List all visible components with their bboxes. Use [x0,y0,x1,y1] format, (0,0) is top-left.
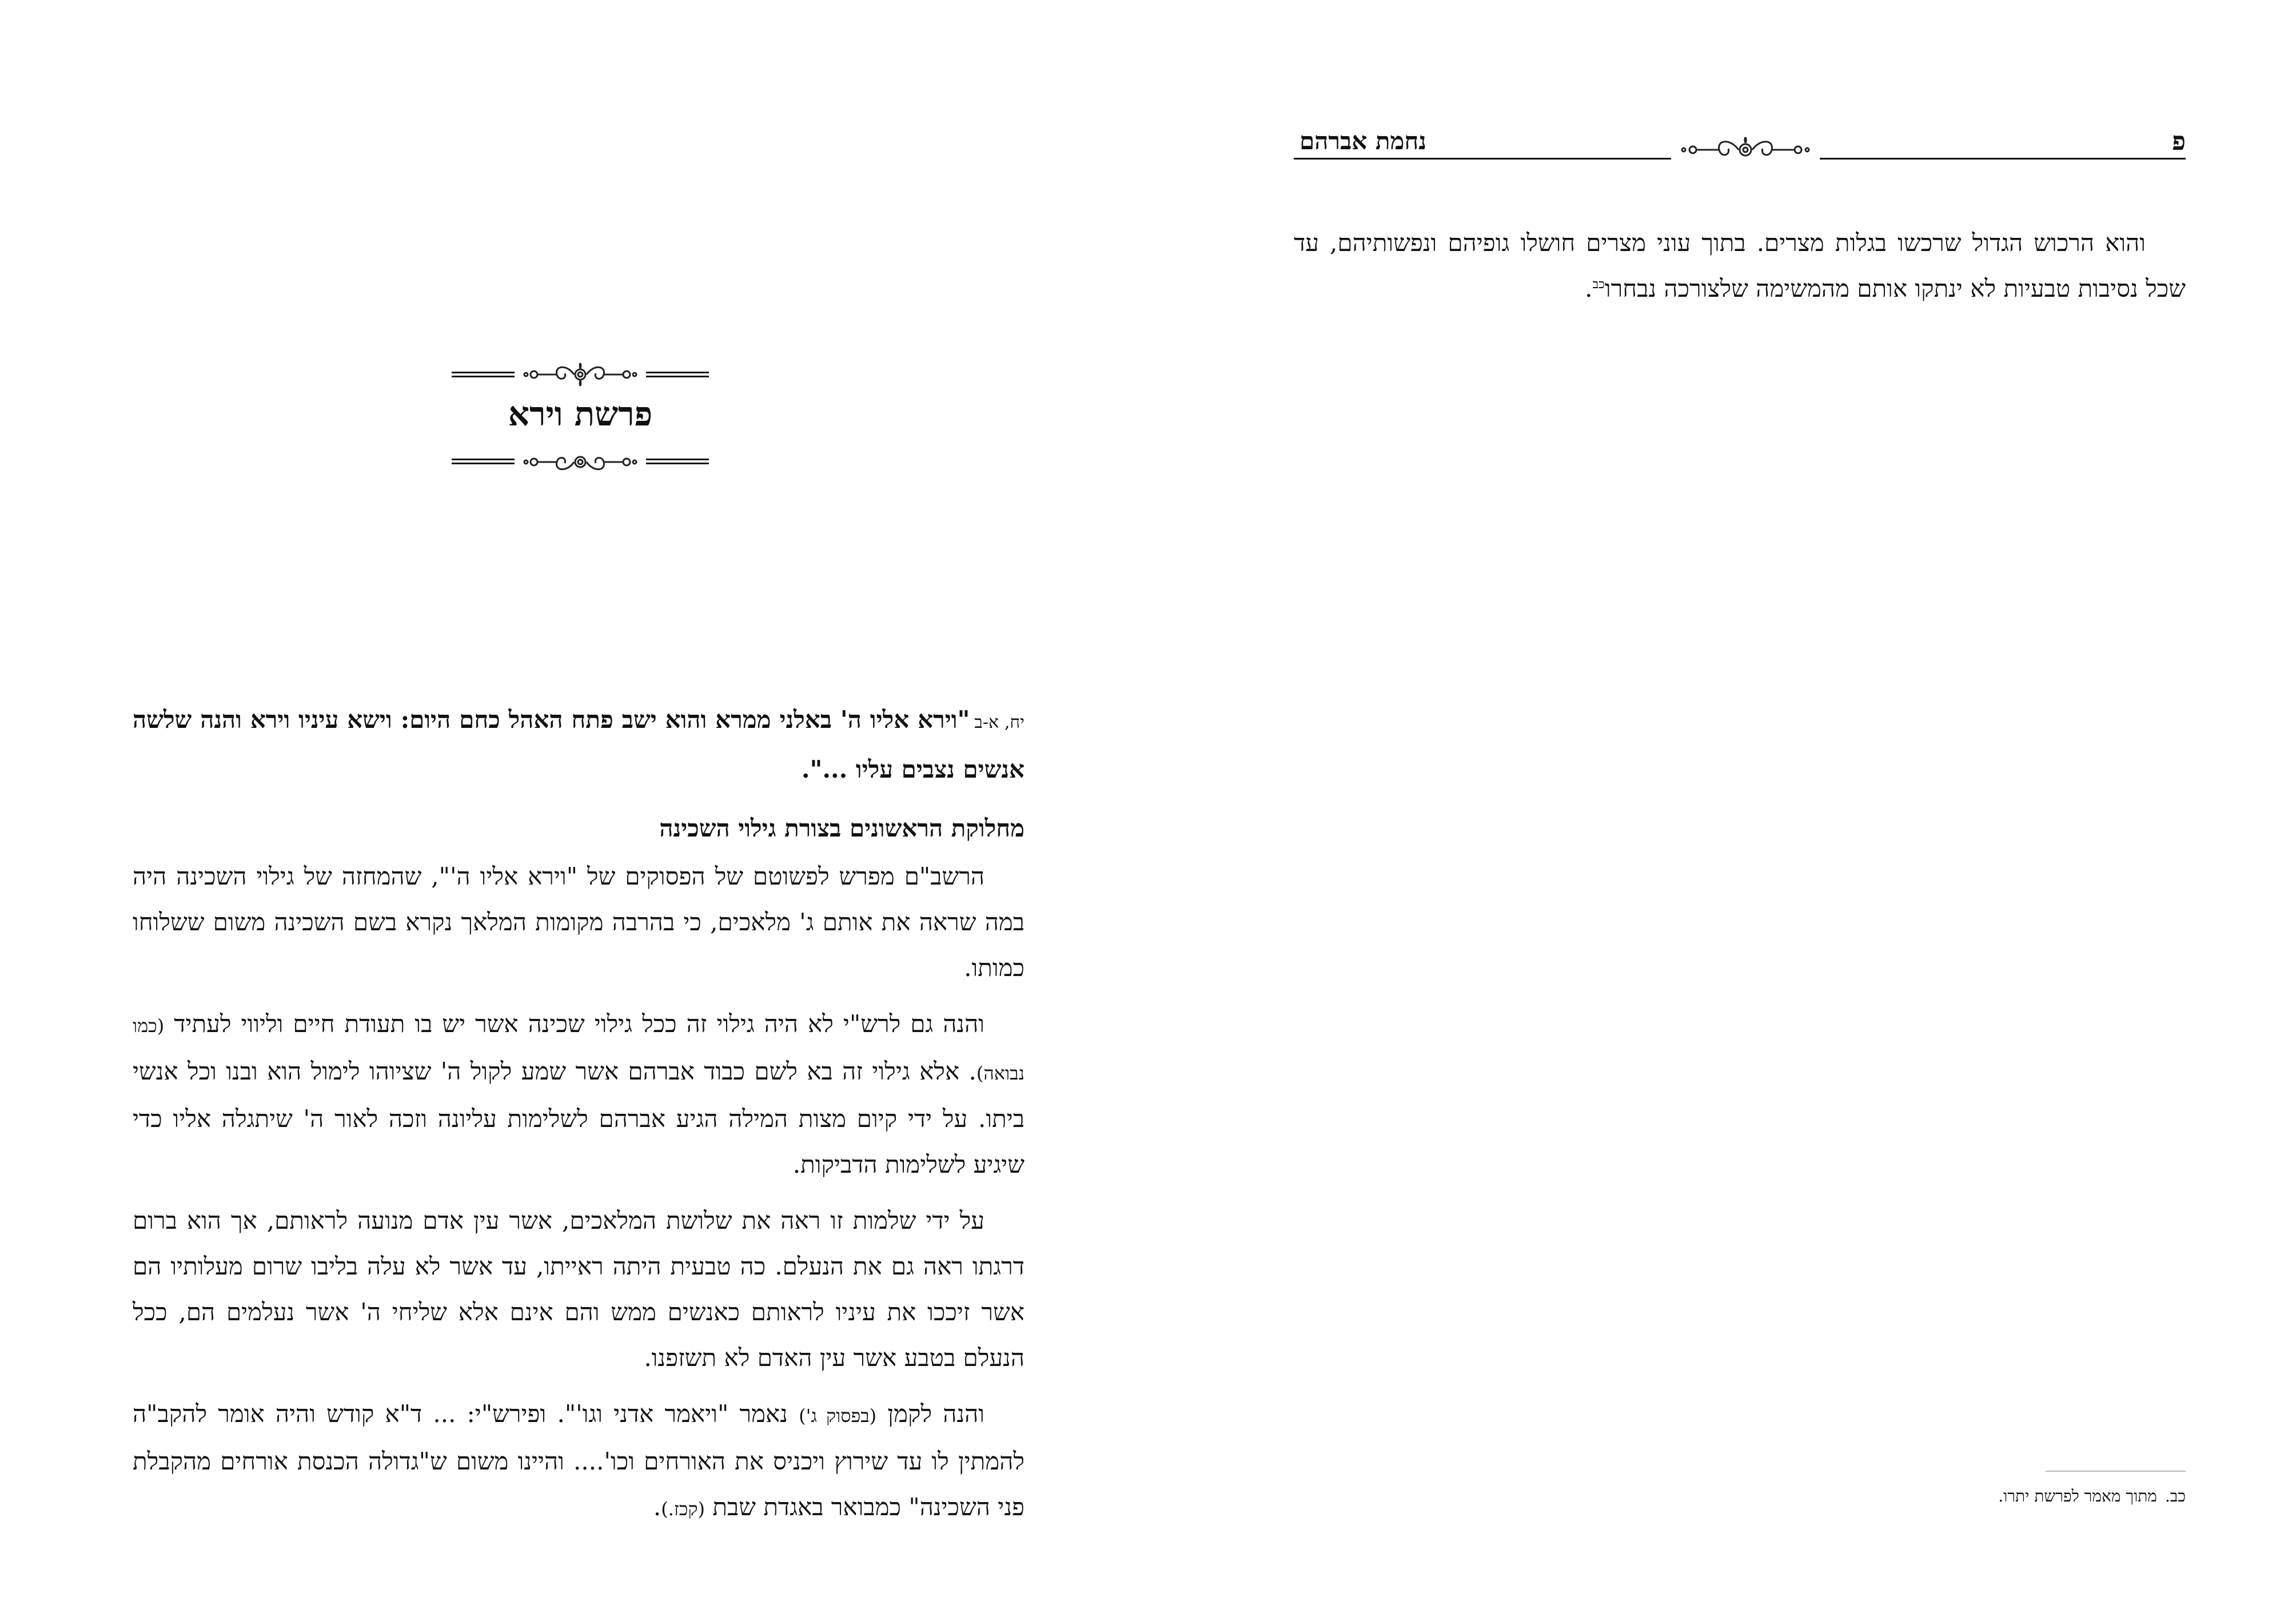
paragraph-text: . אלא גילוי זה בא לשם כבוד אברהם אשר שמע לקול ה' שציוהו לימול הוא ובנו וכל אנשי ביתו. על ידי קיום מצות המילה הגיע אברהם לשלימות עליונה וזכה לאור ה' שיתגלה אליו כדי שיגיע לשלימות הדביקות. [133,1057,1025,1178]
running-header [1294,120,2186,166]
footnote [1891,1484,2186,1509]
right-page [1148,0,2296,1621]
paragraph-text: . [653,1493,661,1521]
scroll-ornament-icon [1671,133,1820,167]
paragraph-4 [133,1391,1025,1532]
right-page-body [1294,220,2186,312]
footnote-text: מתוך מאמר לפרשת יתרו. [1998,1487,2157,1506]
footnote-rule [2046,1471,2186,1472]
verse-quote [133,696,1025,793]
scroll-ornament-icon [515,357,646,392]
parenthetical-note: (כמו נבואה) [133,1015,1025,1084]
parenthetical-note: (קכז.) [661,1498,705,1520]
paragraph-1 [133,854,1025,991]
paragraph-3 [133,1198,1025,1381]
paragraph-text: והוא הרכוש הגדול שרכשו בגלות מצרים. בתוך עוני מצרים חושלו גופיהם ונפשותיהם, עד שכל נסיבות טבעיות לא ינתקו אותם מהמשימה שלצורכה נבחרו [1294,229,2186,302]
running-title: נחמת אברהם [1300,127,1426,155]
paragraph: והוא הרכוש הגדול שרכשו בגלות מצרים. בתוך עוני מצרים חושלו גופיהם ונפשותיהם, עד שכל נסיבות טבעיות לא ינתקו אותם מהמשימה שלצורכה נבחרו$^{כב}$. [1294,229,2186,302]
footnote-number: כב. [2165,1487,2186,1506]
footnote-marker[interactable]: כב [1592,277,1605,292]
paragraph-text: נאמר "ויאמר אדני וגו'". ופירש"י: ... ד"א קודש והיה אומר להקב"ה להמתין לו עד שירוץ ויכניס את האורחים וכו'.... והיינו משום ש"גדולה הכנסת אורחים מהקבלת פני השכינה" כמבואר באגדת שבת [133,1400,1025,1521]
verse-reference: יח, א-ב [974,712,1025,732]
parenthetical-note: (בפסוק ג') [799,1405,877,1427]
paragraph-text: על ידי שלמות זו ראה את שלושת המלאכים, אשר עין אדם מנועה לראותם, אך הוא ברום דרגתו ראה גם את הנעלם. כה טבעית היתה ראייתו, עד אשר לא עלה בליבו שרום מעלותיו הם אשר זיככו את עיניו לראותם כאנשים ממש והם אינם אלא שליחי ה' אשר נעלמים הם, ככל הנעלם בטבע אשר עין האדם לא תשזפנו. [133,1206,1025,1372]
section-heading: מחלוקת הראשונים בצורת גילוי השכינה [659,814,1025,842]
page-number: פ [2172,127,2186,156]
left-page-body [133,696,1025,1542]
paragraph-text: והנה לקמן [887,1400,985,1428]
paragraph-text: והנה גם לרש"י לא היה גילוי זה ככל גילוי שכינה אשר יש בו תעודת חיים וליווי לעתיד [174,1010,984,1038]
paragraph-2 [133,1001,1025,1188]
paragraph-text: הרשב"ם מפרש לפשוטם של הפסוקים של "וירא אליו ה'", שהמחזה של גילוי השכינה היה במה שראה את אותם ג' מלאכים, כי בהרבה מקומות המלאך נקרא בשם השכינה משום ששלוחו כמותו. [133,862,1025,982]
verse-text: "וירא אליו ה' באלני ממרא והוא ישב פתח האהל כחם היום: וישא עיניו וירא והנה שלשה אנשים נצבים עליו ...". [133,706,1025,783]
parsha-title: פרשת וירא [508,395,653,433]
scroll-ornament-icon [515,445,646,479]
parsha-title-box [452,349,709,492]
